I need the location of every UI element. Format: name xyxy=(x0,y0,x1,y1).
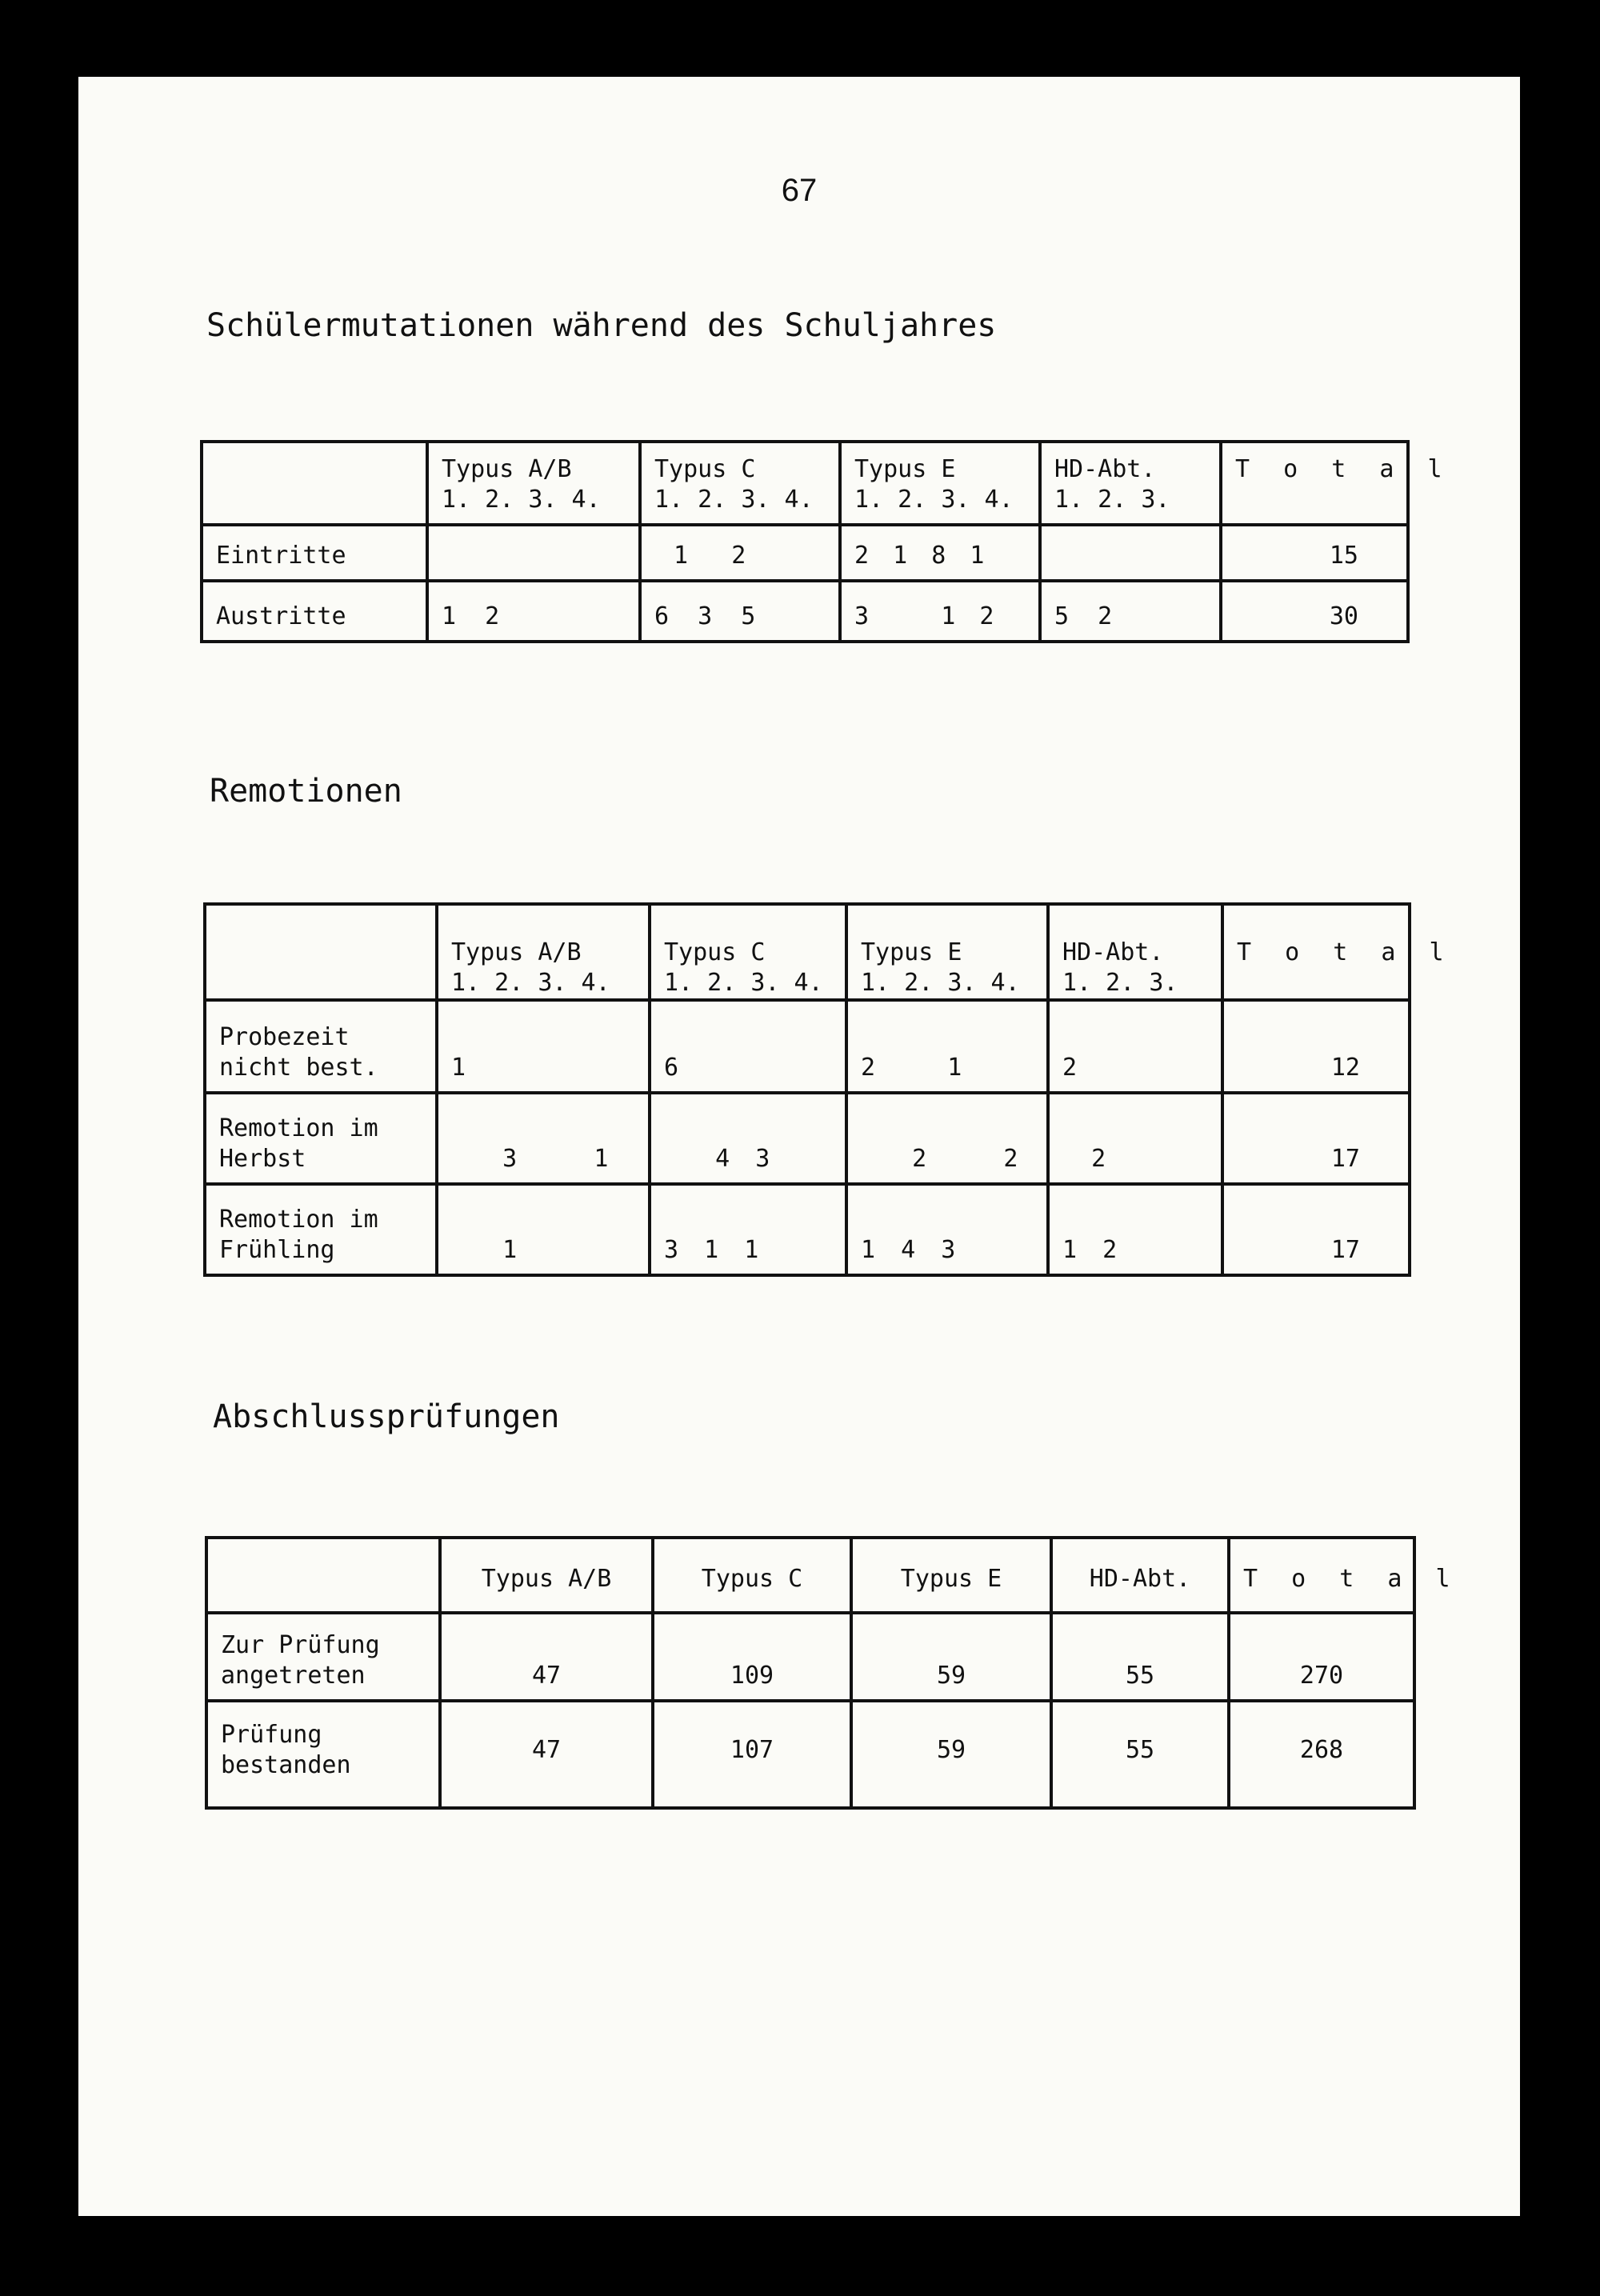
row-label: Austritte xyxy=(202,581,427,642)
row-label: Probezeit nicht best. xyxy=(205,1000,437,1093)
cell-hd-abt: 55 xyxy=(1051,1613,1229,1701)
cell-typus-c: 4 3 xyxy=(650,1093,846,1184)
cell-total: 268 xyxy=(1229,1701,1414,1808)
table-row xyxy=(205,1000,1410,1093)
row-label: Eintritte xyxy=(202,525,427,581)
cell-typus-e: 59 xyxy=(851,1701,1051,1808)
table-row xyxy=(206,1701,1414,1808)
cell-total: 17 xyxy=(1222,1093,1410,1184)
cell-hd-abt: 55 xyxy=(1051,1701,1229,1808)
remotionen-table xyxy=(203,902,1454,1277)
page-number: 67 xyxy=(781,173,818,208)
cell-hd-abt xyxy=(1040,525,1221,581)
cell-typus-ab: 47 xyxy=(440,1701,653,1808)
header-total: T o t a l xyxy=(1221,442,1408,525)
row-label: Prüfung bestanden xyxy=(206,1701,440,1808)
section-title-abschluss: Abschlussprüfungen xyxy=(213,1398,560,1435)
abschluss-table xyxy=(205,1536,1460,1810)
table-header-row xyxy=(202,442,1408,525)
table-header-row xyxy=(206,1538,1414,1613)
table-row xyxy=(205,1093,1410,1184)
row-label: Remotion im Frühling xyxy=(205,1184,437,1275)
cell-typus-e: 2 1 8 1 xyxy=(840,525,1040,581)
mutationen-table xyxy=(200,440,1452,643)
cell-typus-ab xyxy=(427,525,640,581)
cell-total: 17 xyxy=(1222,1184,1410,1275)
cell-typus-c: 107 xyxy=(653,1701,851,1808)
header-hd-abt: HD-Abt. xyxy=(1051,1538,1229,1613)
header-typus-c: Typus C 1. 2. 3. 4. xyxy=(650,904,846,1000)
cell-total: 15 xyxy=(1221,525,1408,581)
cell-total: 30 xyxy=(1221,581,1408,642)
header-typus-e: Typus E 1. 2. 3. 4. xyxy=(840,442,1040,525)
cell-typus-c: 109 xyxy=(653,1613,851,1701)
header-hd-abt: HD-Abt. 1. 2. 3. xyxy=(1040,442,1221,525)
table-header-row xyxy=(205,904,1410,1000)
header-typus-e: Typus E xyxy=(851,1538,1051,1613)
cell-typus-ab: 1 2 xyxy=(427,581,640,642)
cell-typus-e: 2 1 xyxy=(846,1000,1048,1093)
table-row xyxy=(202,581,1408,642)
cell-typus-c: 1 2 xyxy=(640,525,840,581)
empty-header-cell xyxy=(205,904,437,1000)
cell-hd-abt: 5 2 xyxy=(1040,581,1221,642)
cell-hd-abt: 1 2 xyxy=(1048,1184,1222,1275)
cell-typus-ab: 1 xyxy=(437,1000,650,1093)
table-row xyxy=(206,1613,1414,1701)
header-typus-ab: Typus A/B 1. 2. 3. 4. xyxy=(427,442,640,525)
cell-total: 270 xyxy=(1229,1613,1414,1701)
row-label: Zur Prüfung angetreten xyxy=(206,1613,440,1701)
cell-typus-c: 6 xyxy=(650,1000,846,1093)
header-hd-abt: HD-Abt. 1. 2. 3. xyxy=(1048,904,1222,1000)
header-total: T o t a l xyxy=(1229,1538,1414,1613)
table-row xyxy=(202,525,1408,581)
header-total: T o t a l xyxy=(1222,904,1410,1000)
cell-typus-e: 3 1 2 xyxy=(840,581,1040,642)
cell-typus-e: 2 2 xyxy=(846,1093,1048,1184)
table-row xyxy=(205,1184,1410,1275)
cell-total: 12 xyxy=(1222,1000,1410,1093)
cell-typus-ab: 1 xyxy=(437,1184,650,1275)
header-typus-ab: Typus A/B 1. 2. 3. 4. xyxy=(437,904,650,1000)
cell-hd-abt: 2 xyxy=(1048,1093,1222,1184)
header-typus-c: Typus C 1. 2. 3. 4. xyxy=(640,442,840,525)
header-typus-c: Typus C xyxy=(653,1538,851,1613)
section-title-remotionen: Remotionen xyxy=(210,773,402,810)
empty-header-cell xyxy=(202,442,427,525)
row-label: Remotion im Herbst xyxy=(205,1093,437,1184)
cell-typus-e: 59 xyxy=(851,1613,1051,1701)
header-typus-e: Typus E 1. 2. 3. 4. xyxy=(846,904,1048,1000)
cell-typus-ab: 47 xyxy=(440,1613,653,1701)
section-title-mutationen: Schülermutationen während des Schuljahres xyxy=(206,307,997,344)
cell-typus-c: 3 1 1 xyxy=(650,1184,846,1275)
cell-typus-e: 1 4 3 xyxy=(846,1184,1048,1275)
empty-header-cell xyxy=(206,1538,440,1613)
cell-typus-ab: 3 1 xyxy=(437,1093,650,1184)
header-typus-ab: Typus A/B xyxy=(440,1538,653,1613)
cell-hd-abt: 2 xyxy=(1048,1000,1222,1093)
cell-typus-c: 6 3 5 xyxy=(640,581,840,642)
document-page xyxy=(78,77,1520,2216)
